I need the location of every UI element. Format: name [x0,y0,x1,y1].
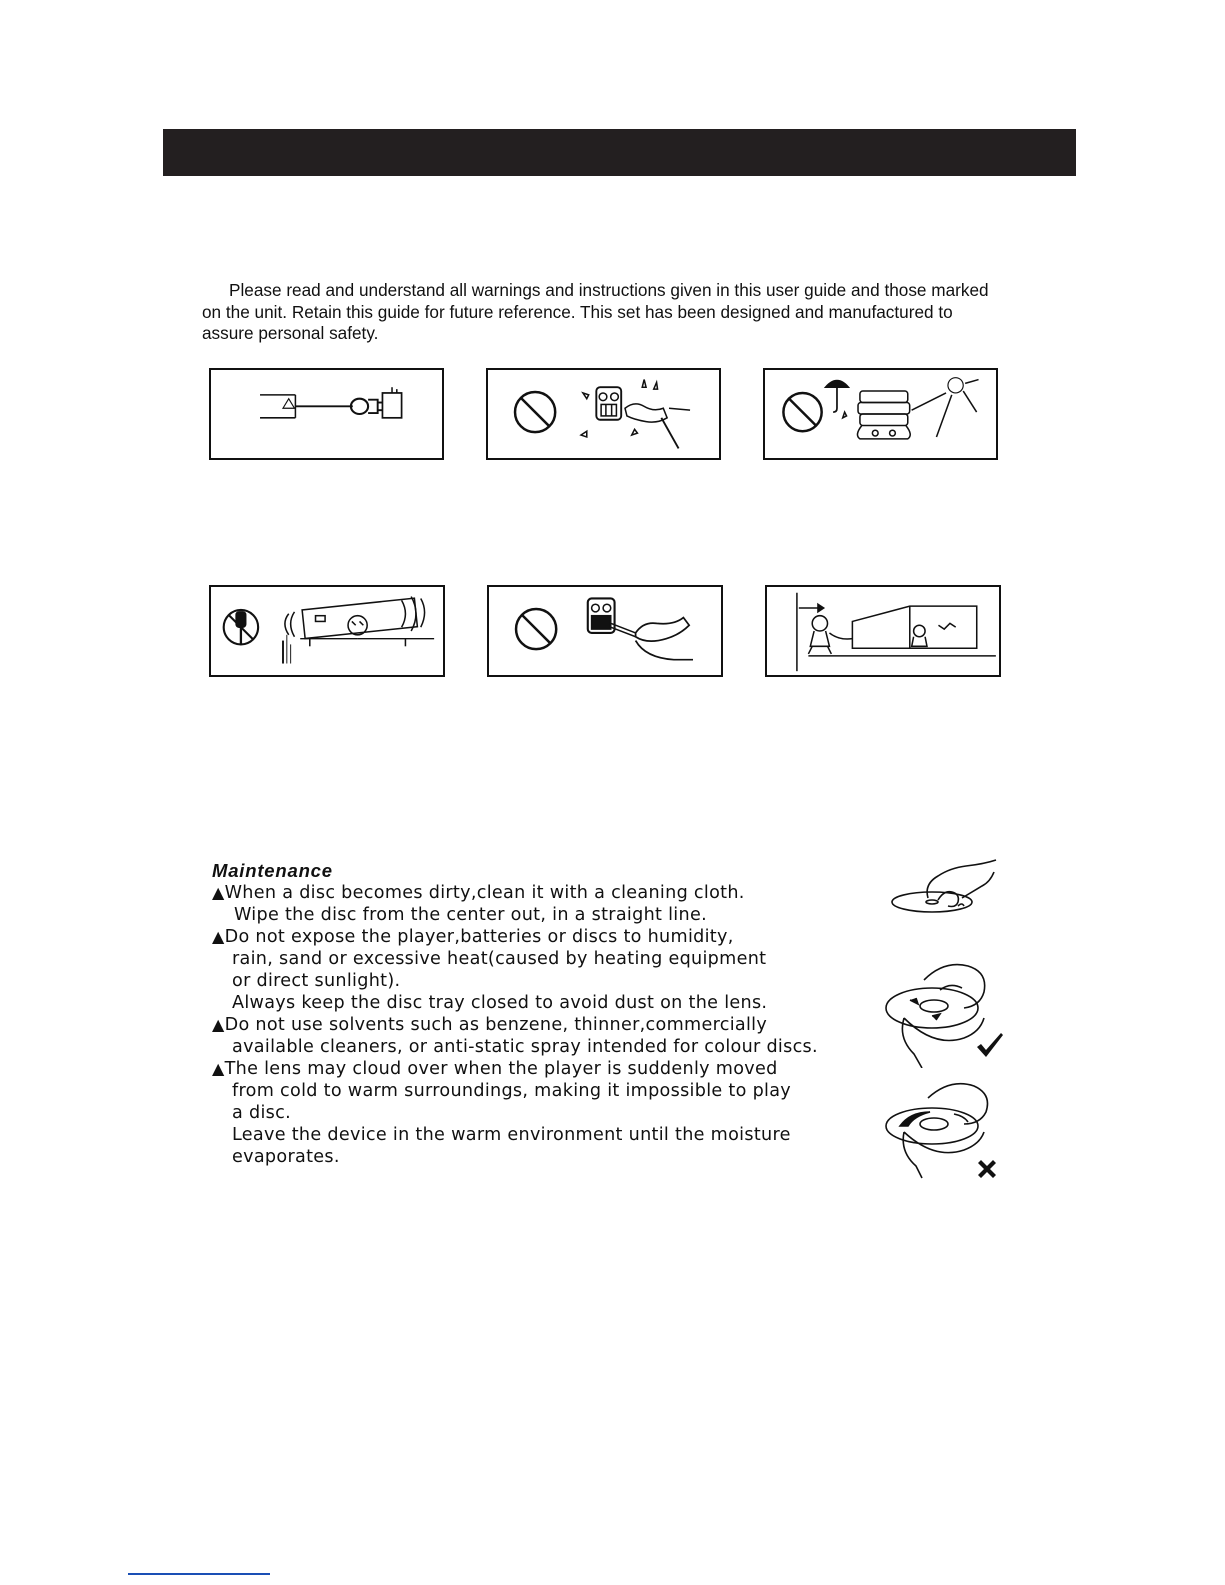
triangle-bullet-icon: ▲ [212,883,225,902]
no-wet-hands-plug-icon [486,368,721,460]
maintenance-text-line: a disc. [232,1103,291,1123]
cross-mark-icon [976,1158,998,1180]
maintenance-text-line: from cold to warm surroundings, making it impossible to play [232,1081,792,1101]
no-rain-sun-heat-icon [763,368,998,460]
check-mark-icon [975,1032,1005,1062]
no-screwdriver-vibration-icon [209,585,445,677]
maintenance-title: Maintenance [212,860,333,881]
triangle-bullet-icon: ▲ [212,1059,225,1078]
maintenance-text-line: or direct sunlight). [232,971,401,991]
maintenance-text-line: Always keep the disc tray closed to avoid dust on the lens. [232,993,768,1013]
disc-cleaning-finger-icon [888,858,998,930]
plug-into-outlet-icon [209,368,444,460]
maintenance-text-line: rain, sand or excessive heat(caused by heating equipment [232,949,767,969]
triangle-bullet-icon: ▲ [212,1015,225,1034]
maintenance-item-4: ▲The lens may cloud over when the player is suddenly moved [212,1059,778,1079]
intro-line-3: assure personal safety. [202,323,379,343]
footer-underline [128,1573,270,1575]
intro-paragraph [202,280,1082,345]
intro-line-1: Please read and understand all warnings and instructions given in this user guide and those marked [229,280,989,300]
no-pulling-cord-icon [487,585,723,677]
maintenance-text-line: Leave the device in the warm environment until the moisture [232,1125,791,1145]
maintenance-text-line: Wipe the disc from the center out, in a straight line. [234,905,707,925]
ventilation-space-icon [765,585,1001,677]
header-bar [163,129,1076,176]
maintenance-section [212,860,892,1168]
intro-line-2: on the unit. Retain this guide for future reference. This set has been designed and manufactured to [202,301,953,322]
maintenance-item-2: ▲Do not expose the player,batteries or discs to humidity, [212,927,734,947]
maintenance-text-line: available cleaners, or anti-static spray intended for colour discs. [232,1037,818,1057]
maintenance-text-line: evaporates. [232,1147,340,1167]
triangle-bullet-icon: ▲ [212,927,225,946]
maintenance-item-3: ▲Do not use solvents such as benzene, thinner,commercially [212,1015,768,1035]
maintenance-item-1: ▲When a disc becomes dirty,clean it with a cleaning cloth. [212,883,745,903]
